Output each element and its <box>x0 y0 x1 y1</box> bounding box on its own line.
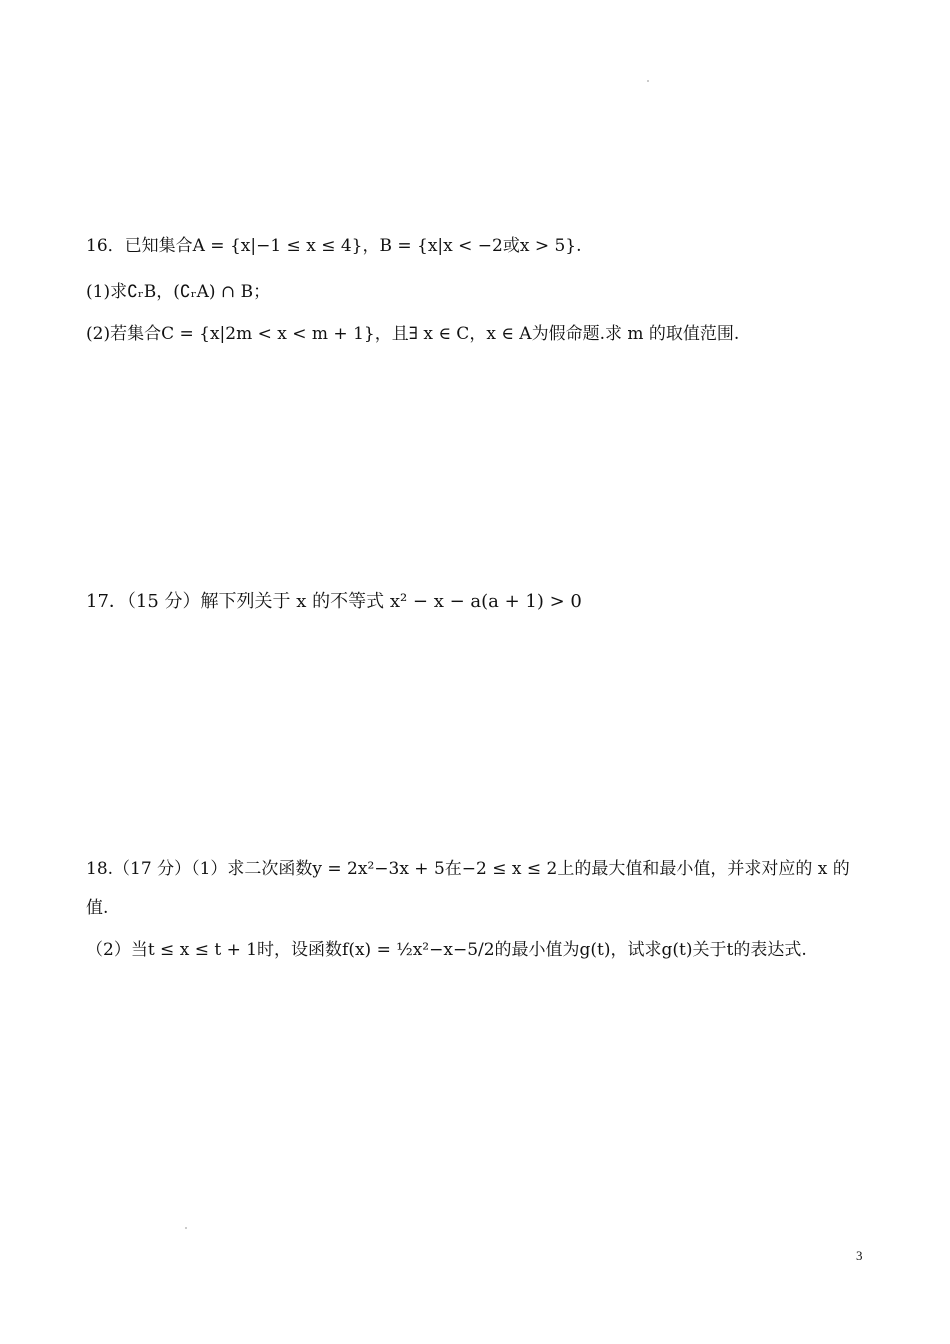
question-18-part-2: （2）当t ≤ x ≤ t + 1时，设函数f(x) = ½x²−x−5/2的最小值为g(t)，试求g(t)关于t的表达式. <box>86 940 807 960</box>
question-16-part-1: (1)求∁ᵣB，(∁ᵣA) ∩ B； <box>86 282 271 302</box>
scan-speck <box>647 80 649 82</box>
question-18-part-1-line-1: 18.（17 分）（1）求二次函数y = 2x²−3x + 5在−2 ≤ x ≤ 2上的最大值和最小值，并求对应的 x 的 <box>86 859 850 879</box>
question-16-part-2: (2)若集合C = {x|2m < x < m + 1}，且∃ x ∈ C，x ∈ A为假命题.求 m 的取值范围. <box>86 324 740 344</box>
question-16-stem: 16．已知集合A = {x|−1 ≤ x ≤ 4}，B = {x|x < −2或x > 5}. <box>86 236 582 256</box>
question-18-part-1-line-2: 值. <box>86 898 109 918</box>
question-17-stem: 17．（15 分）解下列关于 x 的不等式 x² − x − a(a + 1) > 0 <box>86 591 582 612</box>
page-number: 3 <box>856 1248 863 1263</box>
scan-speck <box>185 1227 187 1229</box>
